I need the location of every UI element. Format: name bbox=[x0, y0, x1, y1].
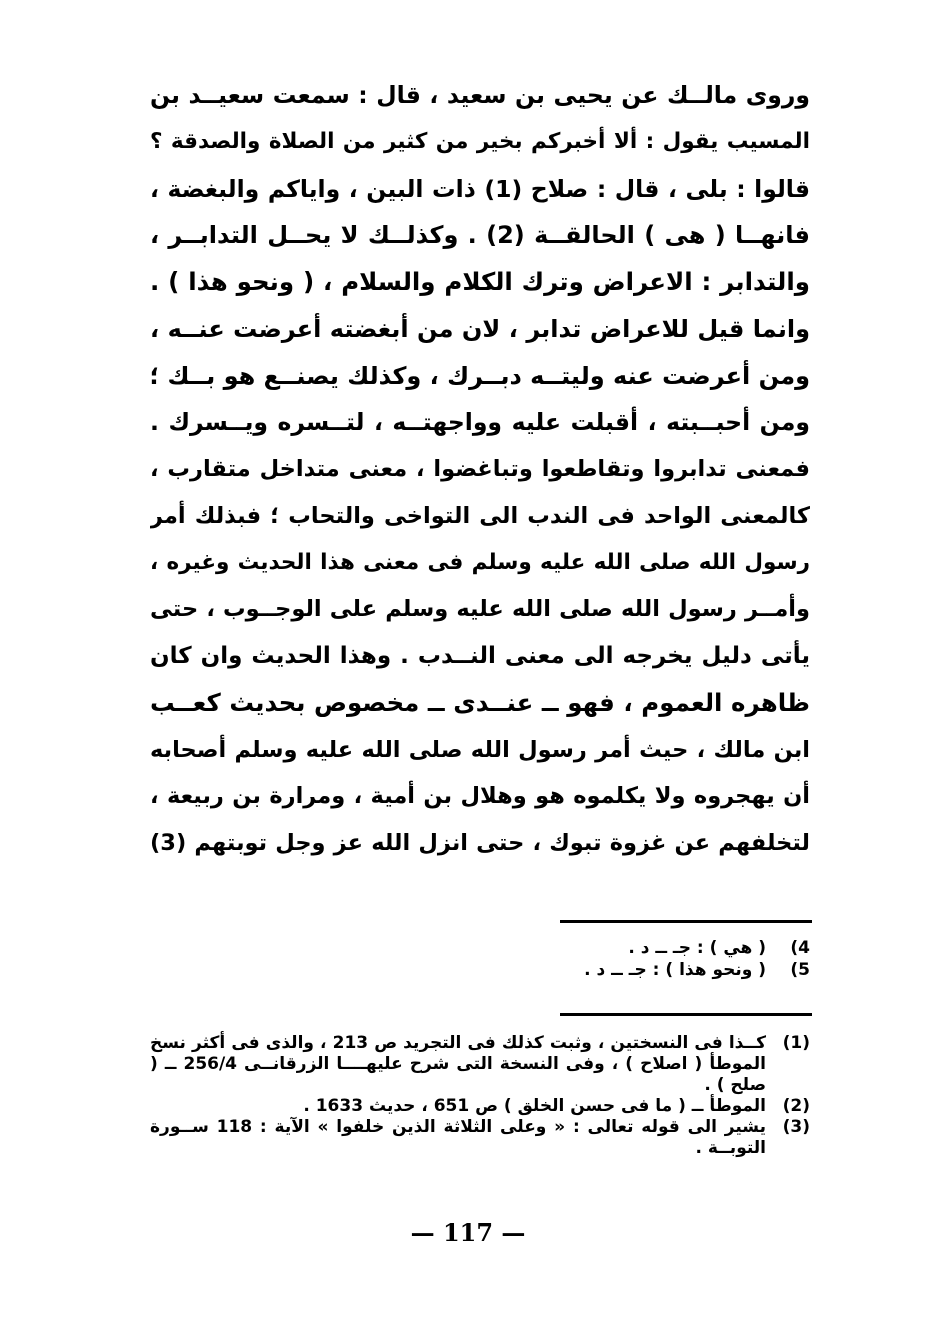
variant-number: 4) bbox=[790, 938, 810, 958]
text-line: أن يهجروه ولا يكلموه هو وهلال بن أمية ، ومرارة بن ربيعة ، bbox=[150, 783, 810, 810]
footnote-number: (3) bbox=[782, 1117, 810, 1137]
text-line: وانما قيل للاعراض تدابر ، لان من أبغضته أعرضت عنــه ، bbox=[150, 314, 810, 343]
text-line: وأمــر رسول الله صلى الله عليه وسلم على الوجــوب ، حتى bbox=[150, 596, 810, 623]
text-line: لتخلفهم عن غزوة تبوك ، حتى انزل الله عز وجل توبتهم (3) bbox=[150, 830, 810, 856]
main-text bbox=[150, 72, 810, 867]
footnote-divider bbox=[560, 1013, 812, 1016]
footnote-number: (2) bbox=[782, 1096, 810, 1116]
text-line: وروى مالــك عن يحيى بن سعيد ، قال : سمعت سعيــد بن bbox=[150, 81, 810, 109]
text-line: كالمعنى الواحد فى الندب الى التواخى والتحاب ؛ فبذلك أمر bbox=[150, 502, 810, 529]
variant-text: ( ونحو هذا ) : جـ ــ د . bbox=[584, 960, 766, 980]
footnote-number: (1) bbox=[782, 1033, 810, 1053]
text-line: ابن مالك ، حيث أمر رسول الله صلى الله عليه وسلم أصحابه bbox=[150, 736, 810, 763]
footnote bbox=[150, 1117, 810, 1159]
variant-text: ( هي ) : جـ ــ د . bbox=[628, 938, 766, 958]
footnote bbox=[150, 1033, 810, 1096]
text-line: ظاهره العموم ، فهو ــ عنــدى ــ مخصوص بحديث كعــب bbox=[150, 687, 810, 717]
variant-number: 5) bbox=[790, 960, 810, 980]
variant-note bbox=[150, 959, 810, 981]
variant-notes bbox=[150, 937, 810, 981]
text-line: فانهــا ( هى ) الحالقــة (2) . وكذلــك لا يحــل التدابــر ، bbox=[150, 221, 810, 250]
text-line: قالوا : بلى ، قال : صلاح (1) ذات البين ، واياكم والبغضة ، bbox=[150, 174, 810, 203]
text-line: فمعنى تدابروا وتقاطعوا وتباغضوا ، معنى متداخل متقارب ، bbox=[150, 456, 810, 482]
text-line: المسيب يقول : ألا أخبركم بخير من كثير من الصلاة والصدقة ؟ bbox=[150, 128, 810, 154]
text-line: رسول الله صلى الله عليه وسلم فى معنى هذا الحديث وغيره ، bbox=[150, 549, 810, 575]
text-line: ومن أعرضت عنه وليتــه دبــرك ، وكذلك يصنــع هو بــك ؛ bbox=[150, 361, 810, 390]
footnote-text: يشير الى قوله تعالى : « وعلى الثلاثة الذين خلفوا » الآية : 118 ســورة التوبــة . bbox=[150, 1117, 766, 1158]
footnote-text: كــذا فى النسختين ، وثبت كذلك فى التجريد ص 213 ، والذى فى أكثر نسخ الموطأ ( اصلاح ) ، وفى النسخة التى شرح عليهــــا الزرقانــى 256/4 ــ ( صلح ) . bbox=[150, 1033, 766, 1095]
footnotes bbox=[150, 1033, 810, 1159]
variant-note bbox=[150, 937, 810, 959]
footnote bbox=[150, 1096, 810, 1117]
text-line: ومن أحبــبته ، أقبلت عليه وواجهتــه ، لتــسره ويــسرك . bbox=[150, 408, 810, 437]
footnote-divider bbox=[560, 920, 812, 923]
page-number: — 117 — bbox=[410, 1218, 526, 1247]
text-line: يأتى دليل يخرجه الى معنى النــدب . وهذا الحديث وان كان bbox=[150, 643, 810, 669]
text-line: والتدابر : الاعراض وترك الكلام والسلام ، ( ونحو هذا ) . bbox=[150, 267, 810, 296]
footnote-text: الموطأ ــ ( ما فى حسن الخلق ) ص 651 ، حديث 1633 . bbox=[303, 1096, 766, 1116]
